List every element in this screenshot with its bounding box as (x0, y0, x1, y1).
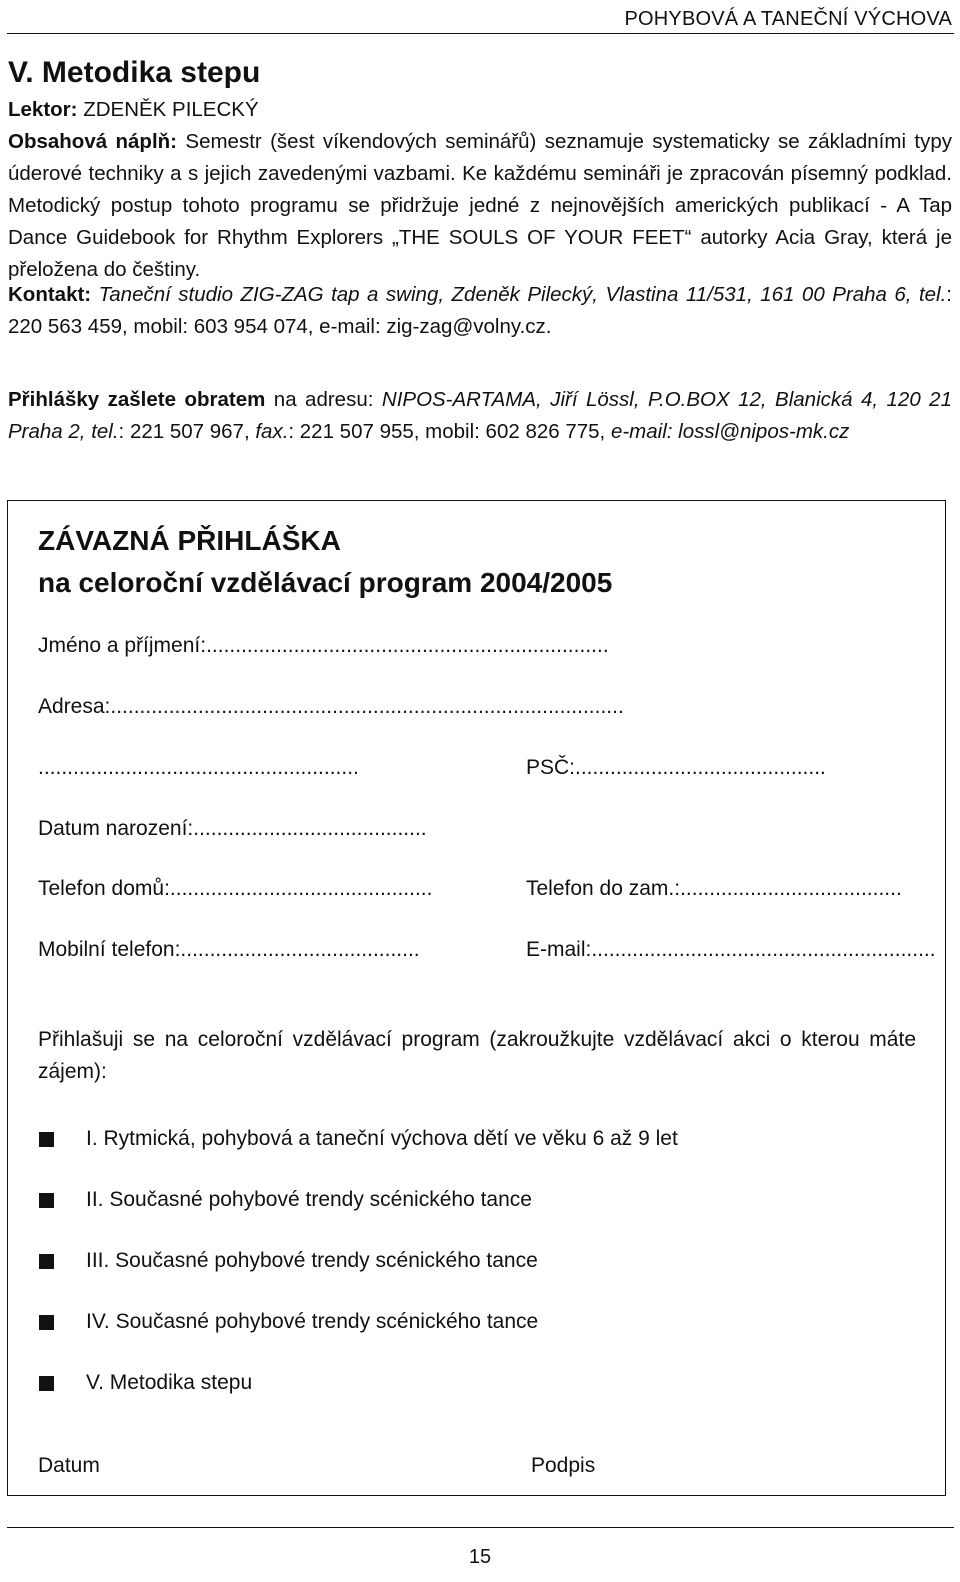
option-5[interactable]: V. Metodika stepu (86, 1371, 253, 1394)
prihlasky-email: e-mail: lossl@nipos-mk.cz (610, 420, 850, 443)
prihlasky-bold: Přihlášky zašlete obratem (8, 388, 266, 411)
prihlasky-address: NIPOS-ARTAMA, Jiří Lössl, P.O.BOX 12, Blanická 4, 120 21 Praha 2, tel. (8, 388, 952, 443)
prihlasky-fax-label: fax. (255, 420, 289, 443)
field-psc[interactable]: PSČ:........................................... (526, 756, 826, 779)
option-bullet-4 (39, 1315, 54, 1330)
option-4[interactable]: IV. Současné pohybové trendy scénického tance (86, 1310, 539, 1333)
obsah-label: Obsahová náplň: (8, 130, 177, 153)
option-bullet-5 (39, 1376, 54, 1391)
page-number: 15 (468, 1546, 492, 1568)
kontakt-text-2: : 220 563 459, mobil: 603 954 074, e-mail: zig-zag@volny.cz. (8, 283, 952, 338)
option-3[interactable]: III. Současné pohybové trendy scénického tance (86, 1249, 538, 1272)
prihlasky-fax: : 221 507 955, mobil: 602 826 775, (288, 420, 606, 443)
kontakt-paragraph (8, 279, 952, 343)
field-datum-narozeni[interactable]: Datum narození:........................................ (38, 817, 427, 840)
field-telefon-zam[interactable]: Telefon do zam.:...................................... (526, 877, 902, 900)
field-datum[interactable]: Datum (38, 1454, 100, 1477)
form-title (38, 520, 612, 604)
option-bullet-2 (39, 1193, 54, 1208)
prihlasky-paragraph (8, 384, 952, 448)
obsah-text: Semestr (šest víkendových seminářů) seznamuje systematicky se základními typy úderové techniky a s jejich zavedenými vazbami. Ke každému semináři je zpracován písemný podklad. Metodický postup tohoto programu se přidržuje jedné z nejnovějších amerických publikací - A Tap Dance Guidebook for Rhythm Explorers „THE SOULS OF YOUR FEET“ autorky Acia Gray, která je přeložena do češtiny. (8, 130, 952, 281)
header-rule (7, 33, 954, 34)
kontakt-text-1: Taneční studio ZIG-ZAG tap a swing, Zdeněk Pilecký, Vlastina 11/531, 161 00 Praha 6, tel. (98, 283, 947, 306)
section-title: V. Metodika stepu (8, 56, 261, 89)
form-title-line-2: na celoroční vzdělávací program 2004/2005 (38, 567, 613, 598)
lektor-label: Lektor: (8, 98, 78, 121)
prihlasky-tel: : 221 507 967, (118, 420, 250, 443)
field-telefon-domu[interactable]: Telefon domů:............................................. (38, 877, 433, 900)
option-bullet-3 (39, 1254, 54, 1269)
option-1[interactable]: I. Rytmická, pohybová a taneční výchova dětí ve věku 6 až 9 let (86, 1127, 678, 1150)
field-adresa-cont[interactable]: ....................................................... (38, 756, 359, 779)
lektor-value: ZDENĚK PILECKÝ (83, 98, 259, 121)
footer-rule (7, 1527, 954, 1528)
kontakt-label: Kontakt: (8, 283, 92, 306)
field-email[interactable]: E-mail:........................................................... (526, 938, 936, 961)
field-adresa[interactable]: Adresa:........................................................................................ (38, 695, 624, 718)
field-jmeno[interactable]: Jméno a příjmení:..................................................................... (38, 634, 609, 657)
obsah-paragraph (8, 126, 952, 286)
header-title: POHYBOVÁ A TANEČNÍ VÝCHOVA (624, 8, 952, 30)
form-intro: Přihlašuji se na celoroční vzdělávací program (zakroužkujte vzdělávací akci o kterou máte zájem): (38, 1028, 916, 1083)
option-2[interactable]: II. Současné pohybové trendy scénického tance (86, 1188, 532, 1211)
lektor-line (8, 94, 952, 126)
field-podpis[interactable]: Podpis (531, 1454, 596, 1477)
option-bullet-1 (39, 1132, 54, 1147)
prihlasky-text-1: na adresu: (273, 388, 374, 411)
form-title-line-1: ZÁVAZNÁ PŘIHLÁŠKA (38, 525, 341, 556)
field-mobil[interactable]: Mobilní telefon:......................................... (38, 938, 420, 961)
